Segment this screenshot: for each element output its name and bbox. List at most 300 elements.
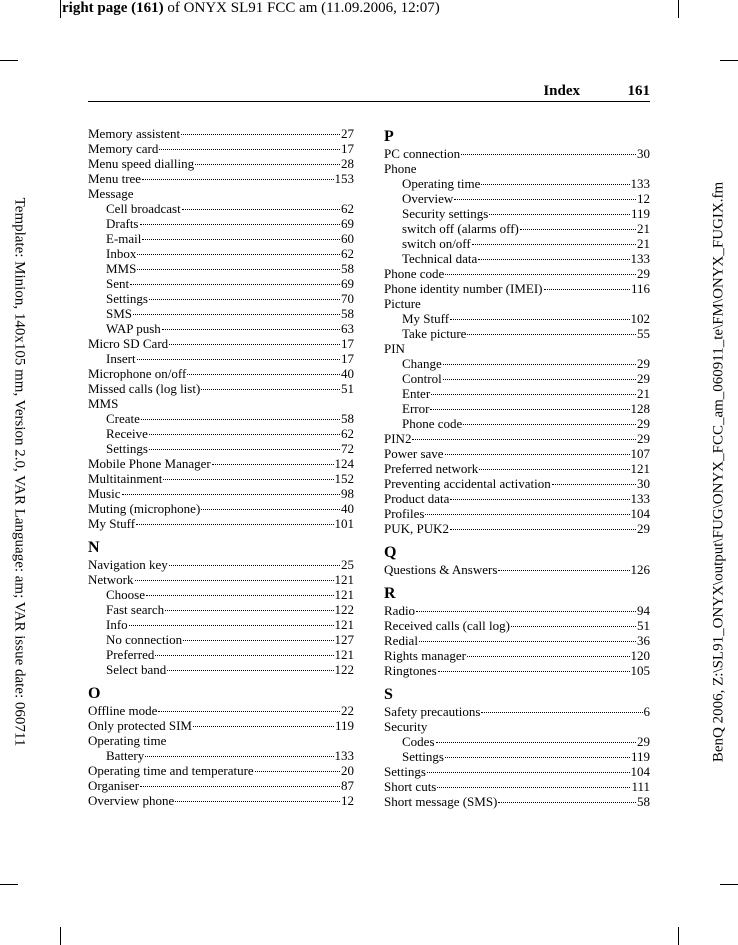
- entry-term: Preferred network: [384, 461, 479, 476]
- dot-leader: [155, 655, 333, 656]
- index-group-heading: [88, 733, 354, 748]
- index-subentry: [88, 246, 354, 261]
- index-entry: [384, 779, 650, 794]
- entry-term: Select band: [106, 662, 167, 677]
- entry-term: Error: [402, 401, 430, 416]
- dot-leader: [140, 786, 340, 787]
- entry-term: Drafts: [106, 216, 139, 231]
- entry-page: 36: [637, 633, 650, 648]
- index-entry: [88, 501, 354, 516]
- index-subentry: [384, 371, 650, 386]
- entry-term: Enter: [402, 386, 431, 401]
- index-entry: [384, 562, 650, 577]
- dot-leader: [450, 499, 629, 500]
- entry-page: 101: [334, 516, 354, 531]
- dot-leader: [162, 329, 340, 330]
- entry-term: Phone code: [402, 416, 463, 431]
- index-entry: [384, 266, 650, 281]
- entry-term: Technical data: [402, 251, 478, 266]
- dot-leader: [467, 656, 630, 657]
- entry-term: Power save: [384, 446, 444, 461]
- entry-page: 29: [637, 416, 650, 431]
- index-entry: [88, 336, 354, 351]
- dot-leader: [145, 756, 333, 757]
- entry-term: No connection: [106, 632, 183, 647]
- index-entry: [88, 763, 354, 778]
- entry-term: Ringtones: [384, 663, 437, 678]
- entry-term: switch off (alarms off): [402, 221, 519, 236]
- dot-leader: [445, 454, 630, 455]
- entry-term: Change: [402, 356, 442, 371]
- entry-page: 58: [341, 261, 354, 276]
- entry-term: Network: [88, 572, 134, 587]
- entry-page: 12: [341, 793, 354, 808]
- index-subentry: [384, 191, 650, 206]
- entry-term: Operating time and temperature: [88, 763, 254, 778]
- entry-term: Message: [88, 186, 134, 201]
- entry-page: 119: [630, 206, 650, 221]
- entry-term: Memory card: [88, 141, 159, 156]
- index-entry: [384, 648, 650, 663]
- entry-page: 119: [630, 749, 650, 764]
- entry-term: Navigation key: [88, 557, 168, 572]
- entry-term: Sent: [106, 276, 130, 291]
- entry-term: Redial: [384, 633, 418, 648]
- entry-page: 40: [341, 501, 354, 516]
- entry-page: 22: [341, 703, 354, 718]
- dot-leader: [137, 254, 340, 255]
- index-subentry: [88, 306, 354, 321]
- entry-term: Menu tree: [88, 171, 142, 186]
- entry-term: Overview: [402, 191, 454, 206]
- dot-leader: [146, 595, 334, 596]
- dot-leader: [489, 214, 630, 215]
- header-rule: [88, 101, 650, 102]
- index-letter-heading: Q: [384, 544, 397, 561]
- entry-page: 27: [341, 126, 354, 141]
- index-entry: [88, 471, 354, 486]
- dot-leader: [193, 726, 334, 727]
- dot-leader: [437, 787, 630, 788]
- index-entry: [384, 618, 650, 633]
- entry-page: 104: [630, 506, 650, 521]
- dot-leader: [419, 641, 636, 642]
- entry-page: 94: [637, 603, 650, 618]
- entry-page: 133: [334, 748, 354, 763]
- index-entry: [88, 718, 354, 733]
- entry-page: 98: [341, 486, 354, 501]
- print-header-rest: of ONYX SL91 FCC am (11.09.2006, 12:07): [163, 0, 440, 16]
- entry-page: 111: [631, 779, 650, 794]
- entry-term: Memory assistent: [88, 126, 181, 141]
- entry-term: Info: [106, 617, 128, 632]
- print-header-bold: right page (161): [62, 0, 164, 16]
- dot-leader: [133, 314, 340, 315]
- crop-mark: [720, 884, 738, 885]
- entry-page: 69: [341, 276, 354, 291]
- entry-page: 17: [341, 141, 354, 156]
- index-column-left: [88, 126, 354, 808]
- dot-leader: [472, 244, 636, 245]
- index-subentry: [384, 326, 650, 341]
- entry-page: 105: [630, 663, 650, 678]
- index-subentry: [384, 236, 650, 251]
- dot-leader: [479, 469, 629, 470]
- entry-term: PIN2: [384, 431, 412, 446]
- index-group-heading: [384, 296, 650, 311]
- entry-page: 122: [334, 602, 354, 617]
- entry-term: Micro SD Card: [88, 336, 169, 351]
- index-entry: [384, 794, 650, 809]
- entry-page: 121: [334, 572, 354, 587]
- dot-leader: [461, 154, 636, 155]
- entry-page: 21: [637, 221, 650, 236]
- index-letter-heading: O: [88, 685, 101, 702]
- entry-page: 133: [630, 251, 650, 266]
- entry-page: 51: [637, 618, 650, 633]
- index-entry: [384, 704, 650, 719]
- entry-page: 87: [341, 778, 354, 793]
- entry-term: Microphone on/off: [88, 366, 187, 381]
- dot-leader: [498, 570, 629, 571]
- entry-page: 25: [341, 557, 354, 572]
- entry-page: 107: [630, 446, 650, 461]
- dot-leader: [552, 484, 636, 485]
- entry-term: Insert: [106, 351, 136, 366]
- crop-mark: [0, 60, 18, 61]
- entry-page: 58: [341, 411, 354, 426]
- index-letter-heading: S: [384, 686, 393, 703]
- entry-term: Choose: [106, 587, 145, 602]
- dot-leader: [181, 134, 340, 135]
- dot-leader: [159, 149, 340, 150]
- dot-leader: [450, 319, 629, 320]
- dot-leader: [255, 771, 340, 772]
- index-subentry: [88, 441, 354, 456]
- entry-term: Profiles: [384, 506, 425, 521]
- entry-term: Mobile Phone Manager: [88, 456, 211, 471]
- dot-leader: [416, 611, 636, 612]
- entry-term: Offline mode: [88, 703, 158, 718]
- entry-term: Picture: [384, 296, 421, 311]
- entry-term: Only protected SIM: [88, 718, 192, 733]
- dot-leader: [149, 299, 340, 300]
- entry-page: 153: [334, 171, 354, 186]
- entry-term: E-mail: [106, 231, 142, 246]
- dot-leader: [129, 625, 334, 626]
- dot-leader: [158, 711, 340, 712]
- dot-leader: [167, 670, 333, 671]
- dot-leader: [130, 284, 340, 285]
- index-entry: [88, 456, 354, 471]
- entry-term: Cell broadcast: [106, 201, 181, 216]
- entry-page: 40: [341, 366, 354, 381]
- entry-page: 121: [334, 617, 354, 632]
- dot-leader: [520, 229, 636, 230]
- entry-page: 69: [341, 216, 354, 231]
- dot-leader: [467, 334, 636, 335]
- entry-page: 124: [334, 456, 354, 471]
- entry-term: Music: [88, 486, 121, 501]
- entry-page: 152: [334, 471, 354, 486]
- entry-term: switch on/off: [402, 236, 471, 251]
- entry-page: 51: [341, 381, 354, 396]
- dot-leader: [212, 464, 334, 465]
- entry-term: PIN: [384, 341, 405, 356]
- entry-term: My Stuff: [88, 516, 136, 531]
- index-subentry: [88, 216, 354, 231]
- index-subentry: [384, 311, 650, 326]
- index-entry: [384, 461, 650, 476]
- dot-leader: [201, 509, 340, 510]
- dot-leader: [183, 640, 333, 641]
- entry-term: Control: [402, 371, 442, 386]
- entry-page: 121: [334, 587, 354, 602]
- entry-page: 128: [630, 401, 650, 416]
- entry-term: MMS: [88, 396, 119, 411]
- index-subentry: [384, 176, 650, 191]
- index-subentry: [88, 632, 354, 647]
- index-entry: [384, 281, 650, 296]
- entry-term: Preferred: [106, 647, 155, 662]
- dot-leader: [445, 757, 630, 758]
- dot-leader: [169, 565, 340, 566]
- index-subentry: [384, 416, 650, 431]
- index-subentry: [384, 206, 650, 221]
- dot-leader: [478, 259, 629, 260]
- dot-leader: [169, 344, 340, 345]
- entry-term: Muting (microphone): [88, 501, 201, 516]
- dot-leader: [511, 626, 636, 627]
- dot-leader: [450, 529, 636, 530]
- entry-term: Short cuts: [384, 779, 437, 794]
- index-group-heading: [384, 719, 650, 734]
- index-group-heading: [88, 396, 354, 411]
- index-subentry: [384, 251, 650, 266]
- index-entry: [384, 663, 650, 678]
- index-entry: [384, 446, 650, 461]
- entry-page: 127: [334, 632, 354, 647]
- entry-term: Take picture: [402, 326, 467, 341]
- dot-leader: [445, 274, 636, 275]
- dot-leader: [544, 289, 630, 290]
- entry-page: 62: [341, 201, 354, 216]
- dot-leader: [140, 224, 341, 225]
- entry-term: Menu speed dialling: [88, 156, 195, 171]
- dot-leader: [175, 801, 340, 802]
- entry-page: 29: [637, 356, 650, 371]
- entry-term: Security settings: [402, 206, 489, 221]
- entry-term: Codes: [402, 734, 435, 749]
- dot-leader: [137, 359, 340, 360]
- dot-leader: [149, 434, 340, 435]
- dot-leader: [163, 479, 333, 480]
- index-subentry: [88, 602, 354, 617]
- index-entry: [88, 778, 354, 793]
- entry-page: 29: [637, 734, 650, 749]
- index-entry: [384, 764, 650, 779]
- entry-page: 21: [637, 386, 650, 401]
- entry-page: 126: [630, 562, 650, 577]
- entry-term: Missed calls (log list): [88, 381, 201, 396]
- index-group-heading: [384, 161, 650, 176]
- entry-page: 6: [643, 704, 650, 719]
- dot-leader: [436, 742, 637, 743]
- entry-page: 29: [637, 266, 650, 281]
- entry-page: 102: [630, 311, 650, 326]
- index-entry: [88, 572, 354, 587]
- index-entry: [88, 557, 354, 572]
- entry-page: 55: [637, 326, 650, 341]
- index-subentry: [384, 749, 650, 764]
- index-group-heading: [384, 341, 650, 356]
- entry-page: 30: [637, 146, 650, 161]
- dot-leader: [430, 409, 629, 410]
- crop-mark: [60, 0, 61, 18]
- entry-term: Battery: [106, 748, 145, 763]
- entry-page: 121: [334, 647, 354, 662]
- crop-mark: [678, 927, 679, 945]
- index-subentry: [384, 401, 650, 416]
- index-column-right: [384, 126, 650, 809]
- entry-term: Overview phone: [88, 793, 175, 808]
- index-entry: [88, 516, 354, 531]
- entry-page: 121: [630, 461, 650, 476]
- dot-leader: [425, 514, 629, 515]
- dot-leader: [201, 389, 340, 390]
- index-entry: [88, 381, 354, 396]
- index-subentry: [88, 351, 354, 366]
- index-entry: [384, 633, 650, 648]
- entry-page: 116: [630, 281, 650, 296]
- entry-term: PC connection: [384, 146, 461, 161]
- index-entry: [384, 476, 650, 491]
- dot-leader: [187, 374, 340, 375]
- crop-mark: [720, 60, 738, 61]
- running-head: [88, 80, 650, 102]
- index-subentry: [88, 426, 354, 441]
- entry-term: Preventing accidental activation: [384, 476, 551, 491]
- dot-leader: [443, 379, 636, 380]
- entry-page: 17: [341, 351, 354, 366]
- entry-term: Create: [106, 411, 140, 426]
- entry-term: Settings: [106, 291, 148, 306]
- index-entry: [384, 506, 650, 521]
- entry-page: 17: [341, 336, 354, 351]
- entry-page: 21: [637, 236, 650, 251]
- index-entry: [88, 703, 354, 718]
- entry-term: Product data: [384, 491, 450, 506]
- index-entry: [88, 486, 354, 501]
- index-entry: [384, 491, 650, 506]
- dot-leader: [412, 439, 636, 440]
- entry-term: Questions & Answers: [384, 562, 498, 577]
- index-entry: [88, 126, 354, 141]
- dot-leader: [431, 394, 636, 395]
- index-subentry: [384, 386, 650, 401]
- index-entry: [88, 156, 354, 171]
- index-subentry: [88, 276, 354, 291]
- entry-term: Received calls (call log): [384, 618, 510, 633]
- index-subentry: [384, 734, 650, 749]
- dot-leader: [481, 184, 629, 185]
- entry-page: 122: [334, 662, 354, 677]
- entry-page: 70: [341, 291, 354, 306]
- entry-term: Settings: [106, 441, 148, 456]
- dot-leader: [438, 671, 630, 672]
- entry-page: 72: [341, 441, 354, 456]
- index-subentry: [384, 356, 650, 371]
- dot-leader: [182, 209, 340, 210]
- dot-leader: [481, 712, 642, 713]
- index-subentry: [88, 617, 354, 632]
- entry-term: Operating time: [402, 176, 481, 191]
- entry-page: 29: [637, 431, 650, 446]
- dot-leader: [195, 164, 340, 165]
- index-entry: [88, 141, 354, 156]
- index-entry: [88, 366, 354, 381]
- index-subentry: [88, 662, 354, 677]
- index-entry: [384, 431, 650, 446]
- dot-leader: [454, 199, 636, 200]
- index-subentry: [88, 231, 354, 246]
- dot-leader: [427, 772, 630, 773]
- file-path-text: BenQ 2006, Z:\SL91_ONYX\output\FUG\ONYX_FCC_am_060911_te\FM\ONYX_FUGIX.fm: [710, 181, 727, 763]
- entry-term: Operating time: [88, 733, 167, 748]
- dot-leader: [149, 449, 340, 450]
- dot-leader: [136, 524, 333, 525]
- dot-leader: [443, 364, 636, 365]
- entry-term: WAP push: [106, 321, 161, 336]
- index-letter-heading: R: [384, 585, 396, 602]
- crop-mark: [678, 0, 679, 18]
- index-entry: [88, 171, 354, 186]
- entry-term: Phone code: [384, 266, 445, 281]
- entry-term: PUK, PUK2: [384, 521, 450, 536]
- entry-term: Multitainment: [88, 471, 163, 486]
- entry-page: 58: [341, 306, 354, 321]
- crop-mark: [0, 884, 18, 885]
- index-subentry: [88, 647, 354, 662]
- entry-term: Phone identity number (IMEI): [384, 281, 543, 296]
- index-subentry: [88, 261, 354, 276]
- entry-page: 104: [630, 764, 650, 779]
- running-head-title: Index: [543, 83, 580, 99]
- entry-term: Settings: [402, 749, 444, 764]
- entry-page: 63: [341, 321, 354, 336]
- crop-mark: [60, 927, 61, 945]
- entry-term: SMS: [106, 306, 133, 321]
- entry-page: 133: [630, 491, 650, 506]
- index-letter-heading: P: [384, 128, 394, 145]
- entry-page: 119: [334, 718, 354, 733]
- dot-leader: [142, 239, 340, 240]
- entry-page: 30: [637, 476, 650, 491]
- index-subentry: [88, 291, 354, 306]
- dot-leader: [165, 610, 333, 611]
- entry-page: 29: [637, 371, 650, 386]
- index-subentry: [88, 748, 354, 763]
- entry-page: 20: [341, 763, 354, 778]
- index-group-heading: [88, 186, 354, 201]
- entry-term: MMS: [106, 261, 137, 276]
- entry-term: Radio: [384, 603, 416, 618]
- entry-page: 62: [341, 246, 354, 261]
- index-subentry: [384, 221, 650, 236]
- entry-term: Inbox: [106, 246, 137, 261]
- index-subentry: [88, 411, 354, 426]
- entry-page: 120: [630, 648, 650, 663]
